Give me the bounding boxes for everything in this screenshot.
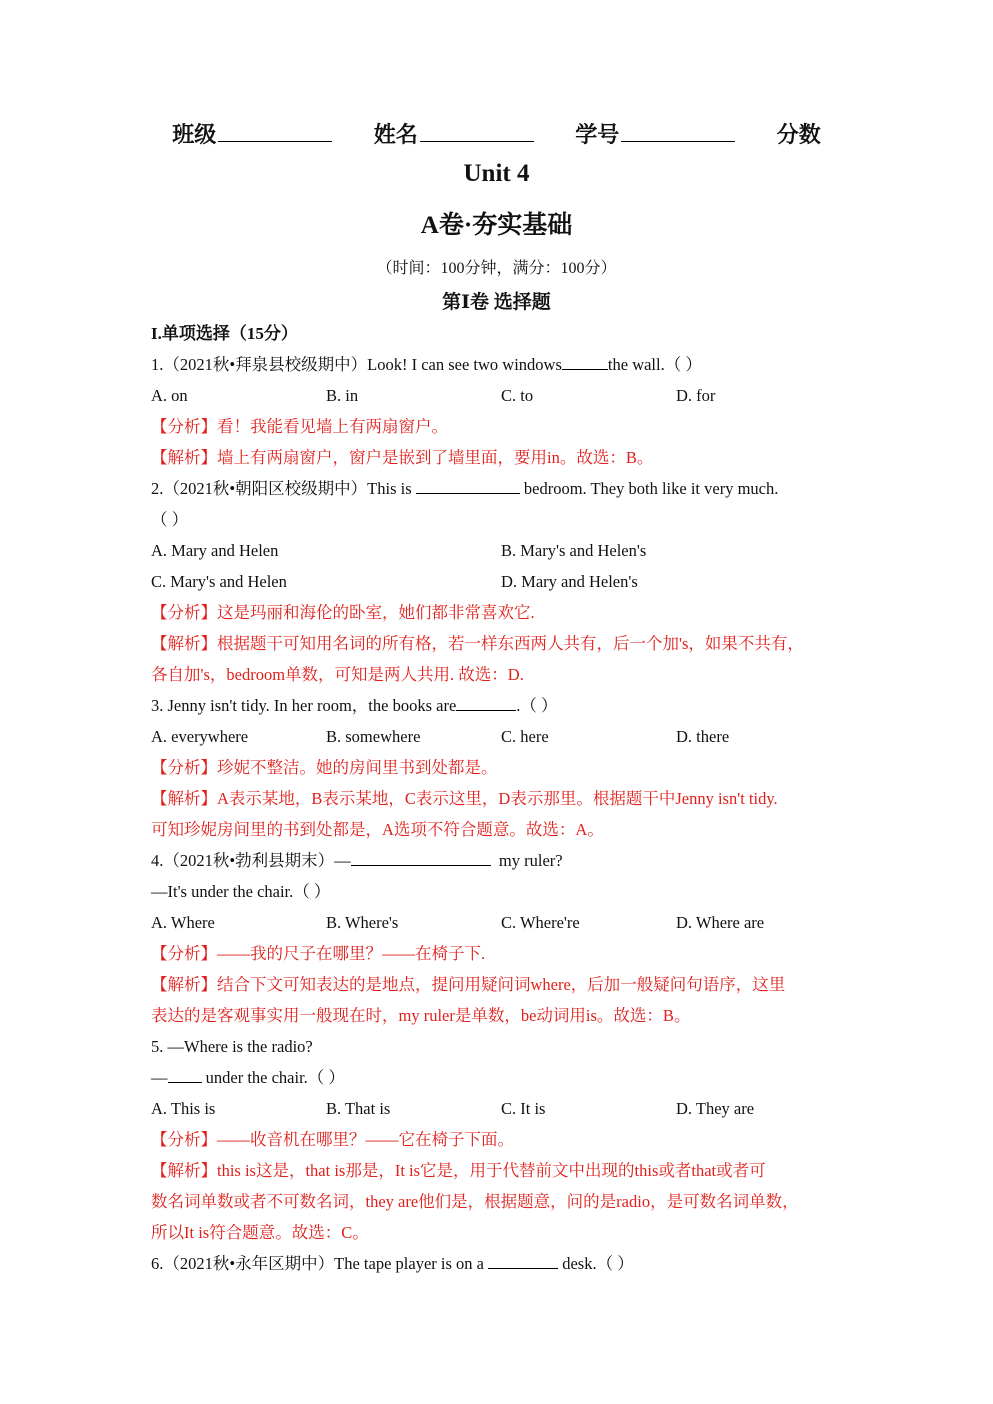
option-a: A. Mary and Helen xyxy=(151,541,279,560)
option-c: C. to xyxy=(501,386,534,405)
score-label: 分数 xyxy=(776,122,821,147)
question-3-explanation-2: 可知珍妮房间里的书到处都是，A选项不符合题意。故选：A。 xyxy=(151,820,604,839)
option-d: D. Where are xyxy=(676,913,765,932)
question-6-text-end: desk.（ ） xyxy=(562,1254,634,1273)
answer-blank xyxy=(168,1066,202,1083)
option-a: A. everywhere xyxy=(151,727,249,746)
option-b: B. Mary's and Helen's xyxy=(501,541,647,560)
question-5-options xyxy=(151,1093,851,1124)
name-label: 姓名 xyxy=(373,122,418,147)
question-2-options-row-1 xyxy=(151,535,851,566)
answer-blank xyxy=(488,1252,558,1269)
name-field xyxy=(374,118,534,149)
question-3-explanation-1: 【解析】A表示某地，B表示某地，C表示这里，D表示那里。根据题干中Jenny isn't tidy. xyxy=(151,789,778,808)
question-3-options xyxy=(151,721,851,752)
question-3-analysis: 【分析】珍妮不整洁。她的房间里书到处都是。 xyxy=(151,758,498,777)
answer-blank xyxy=(456,694,516,711)
answer-blank xyxy=(562,353,608,370)
option-b: B. somewhere xyxy=(326,727,421,746)
question-4-text: 4.（2021秋•勃利县期末）— xyxy=(151,851,351,870)
option-a: A. This is xyxy=(151,1099,216,1118)
question-2-stem xyxy=(151,473,851,504)
question-4-stem xyxy=(151,845,851,876)
questions-content xyxy=(151,318,851,1279)
option-c: C. It is xyxy=(501,1099,546,1118)
unit-title: Unit 4 xyxy=(463,160,530,187)
id-label: 学号 xyxy=(575,122,620,147)
option-b: B. Where's xyxy=(326,913,399,932)
question-1-text: 1.（2021秋•拜泉县校级期中）Look! I can see two windows xyxy=(151,355,562,374)
score-field xyxy=(777,118,821,149)
option-d: D. Mary and Helen's xyxy=(501,572,638,591)
question-5-dash: — xyxy=(151,1068,168,1087)
class-label: 班级 xyxy=(172,122,217,147)
option-d: D. for xyxy=(676,386,716,405)
time-info: （时间：100分钟，满分：100分） xyxy=(376,260,617,277)
question-4-reply: —It's under the chair.（ ） xyxy=(151,882,331,901)
option-a: A. on xyxy=(151,386,188,405)
question-5-reply xyxy=(151,1062,851,1093)
question-5-explanation-1: 【解析】this is这是，that is那是，It is它是，用于代替前文中出现的this或者that或者可 xyxy=(151,1161,766,1180)
question-2-bracket: （ ） xyxy=(151,510,189,529)
id-blank xyxy=(621,119,735,142)
option-d: D. there xyxy=(676,727,730,746)
option-c: C. here xyxy=(501,727,549,746)
option-c: C. Where're xyxy=(501,913,580,932)
question-6-stem xyxy=(151,1248,851,1279)
question-5-analysis: 【分析】——收音机在哪里？——它在椅子下面。 xyxy=(151,1130,514,1149)
part-title: 第Ⅰ卷 选择题 xyxy=(442,292,551,313)
class-field xyxy=(172,118,332,149)
question-2-explanation-2: 各自加's，bedroom单数，可知是两人共用. 故选：D. xyxy=(151,665,524,684)
name-blank xyxy=(420,119,534,142)
question-4-text-end: my ruler? xyxy=(498,851,563,870)
question-1-analysis: 【分析】看！我能看见墙上有两扇窗户。 xyxy=(151,417,448,436)
option-c: C. Mary's and Helen xyxy=(151,572,287,591)
question-4-options xyxy=(151,907,851,938)
question-2-explanation-1: 【解析】根据题干可知用名词的所有格，若一样东西两人共有，后一个加's，如果不共有， xyxy=(151,634,804,653)
question-3-text-end: .（ ） xyxy=(516,696,558,715)
question-2-text: 2.（2021秋•朝阳区校级期中）This is xyxy=(151,479,412,498)
question-1-explanation: 【解析】墙上有两扇窗户，窗户是嵌到了墙里面，要用in。故选：B。 xyxy=(151,448,654,467)
answer-blank xyxy=(416,477,520,494)
id-field xyxy=(575,118,735,149)
question-5-stem: 5. —Where is the radio? xyxy=(151,1037,313,1056)
question-5-text-end: under the chair.（ ） xyxy=(205,1068,345,1087)
question-6-text: 6.（2021秋•永年区期中）The tape player is on a xyxy=(151,1254,484,1273)
class-blank xyxy=(218,119,332,142)
answer-blank xyxy=(351,849,491,866)
question-3-stem xyxy=(151,690,851,721)
option-b: B. That is xyxy=(326,1099,391,1118)
question-2-text-end: bedroom. They both like it very much. xyxy=(523,479,779,498)
question-3-text: 3. Jenny isn't tidy. In her room，the books are xyxy=(151,696,457,715)
option-a: A. Where xyxy=(151,913,215,932)
question-1-text-end: the wall.（ ） xyxy=(607,355,702,374)
question-1-options xyxy=(151,380,851,411)
question-1-stem xyxy=(151,349,851,380)
question-5-explanation-3: 所以It is符合题意。故选：C。 xyxy=(151,1223,369,1242)
question-4-explanation-1: 【解析】结合下文可知表达的是地点，提问用疑问词where，后加一般疑问句语序，这里 xyxy=(151,975,786,994)
student-info-header xyxy=(0,118,993,149)
option-d: D. They are xyxy=(676,1099,755,1118)
question-4-analysis: 【分析】——我的尺子在哪里？——在椅子下. xyxy=(151,944,486,963)
question-2-options-row-2 xyxy=(151,566,851,597)
option-b: B. in xyxy=(326,386,359,405)
question-4-explanation-2: 表达的是客观事实用一般现在时，my ruler是单数，be动词用is。故选：B。 xyxy=(151,1006,691,1025)
question-2-analysis: 【分析】这是玛丽和海伦的卧室，她们都非常喜欢它. xyxy=(151,603,535,622)
question-5-explanation-2: 数名词单数或者不可数名词，they are他们是，根据题意，问的是radio，是可数名词单数， xyxy=(151,1192,799,1211)
section-title: I.单项选择（15分） xyxy=(151,324,298,343)
paper-subtitle: A卷·夯实基础 xyxy=(420,212,573,239)
